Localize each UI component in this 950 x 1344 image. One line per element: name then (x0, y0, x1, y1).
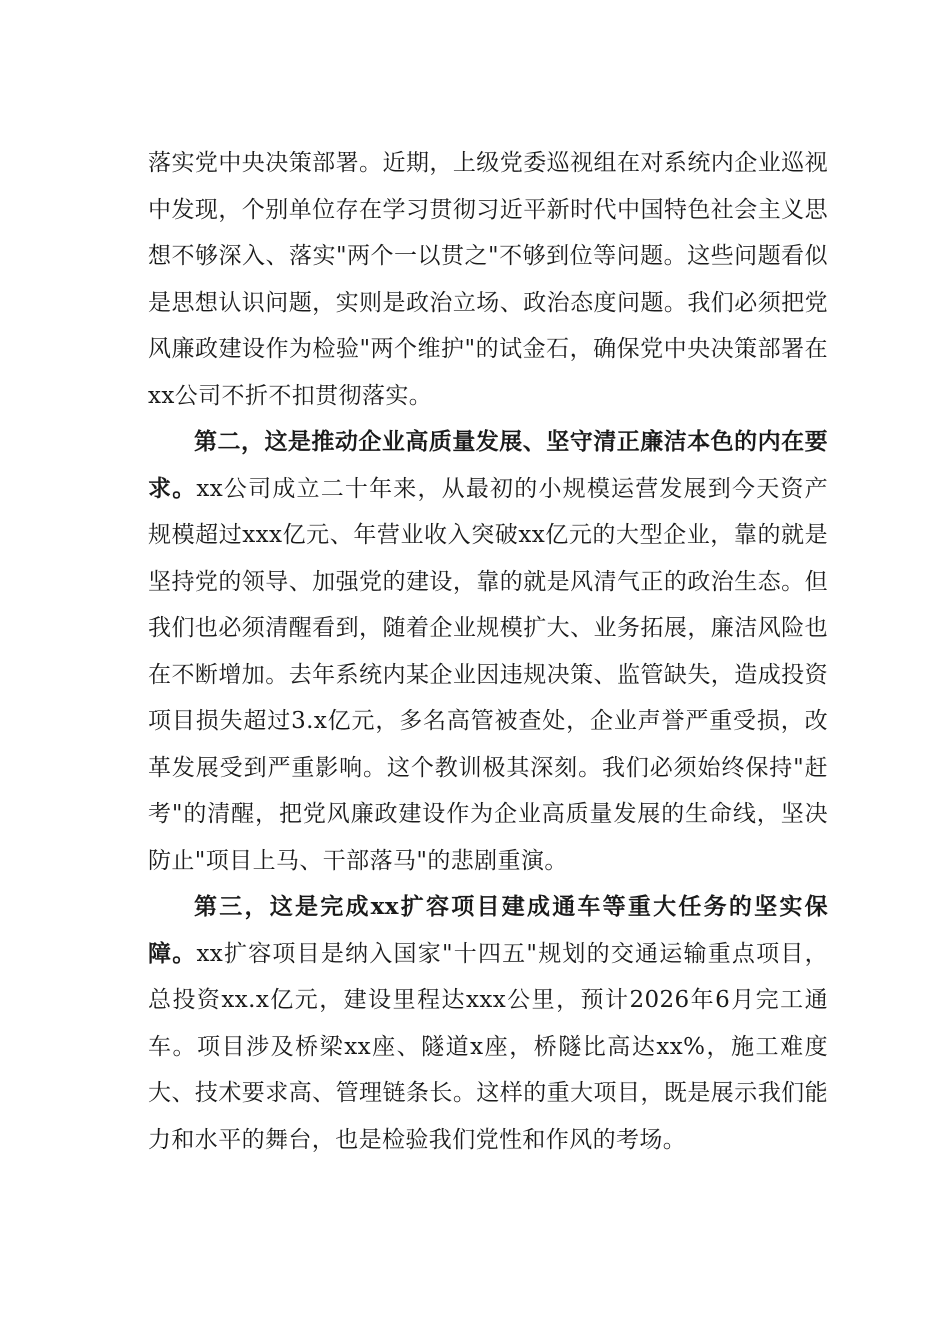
document-body (148, 140, 828, 1163)
paragraph-1-text: 落实党中央决策部署。近期，上级党委巡视组在对系统内企业巡视中发现，个别单位存在学习贯彻习近平新时代中国特色社会主义思想不够深入、落实"两个一以贯之"不够到位等问题。这些问题看似是思想认识问题，实则是政治立场、政治态度问题。我们必须把党风廉政建设作为检验"两个维护"的试金石，确保党中央决策部署在xx公司不折不扣贯彻落实。 (148, 150, 828, 409)
paragraph-3-text: xx扩容项目是纳入国家"十四五"规划的交通运输重点项目，总投资xx.x亿元，建设里程达xxx公里，预计2026年6月完工通车。项目涉及桥梁xx座、隧道x座，桥隧比高达xx%，施工难度大、技术要求高、管理链条长。这样的重大项目，既是展示我们能力和水平的舞台，也是检验我们党性和作风的考场。 (148, 940, 828, 1153)
paragraph-2-text: xx公司成立二十年来，从最初的小规模运营发展到今天资产规模超过xxx亿元、年营业收入突破xx亿元的大型企业，靠的就是坚持党的领导、加强党的建设，靠的就是风清气正的政治生态。但我们也必须清醒看到，随着企业规模扩大、业务拓展，廉洁风险也在不断增加。去年系统内某企业因违规决策、监管缺失，造成投资项目损失超过3.x亿元，多名高管被查处，企业声誉严重受损，改革发展受到严重影响。这个教训极其深刻。我们必须始终保持"赶考"的清醒，把党风廉政建设作为企业高质量发展的生命线，坚决防止"项目上马、干部落马"的悲剧重演。 (148, 475, 828, 874)
paragraph-1 (148, 140, 828, 419)
paragraph-2-heading: 第二，这是推动企业高质量发展、坚守清正廉洁本色的内在要求。 (148, 428, 828, 502)
paragraph-2 (148, 419, 828, 884)
paragraph-3-heading: 第三，这是完成xx扩容项目建成通车等重大任务的坚实保障。 (148, 893, 828, 967)
paragraph-3 (148, 884, 828, 1163)
